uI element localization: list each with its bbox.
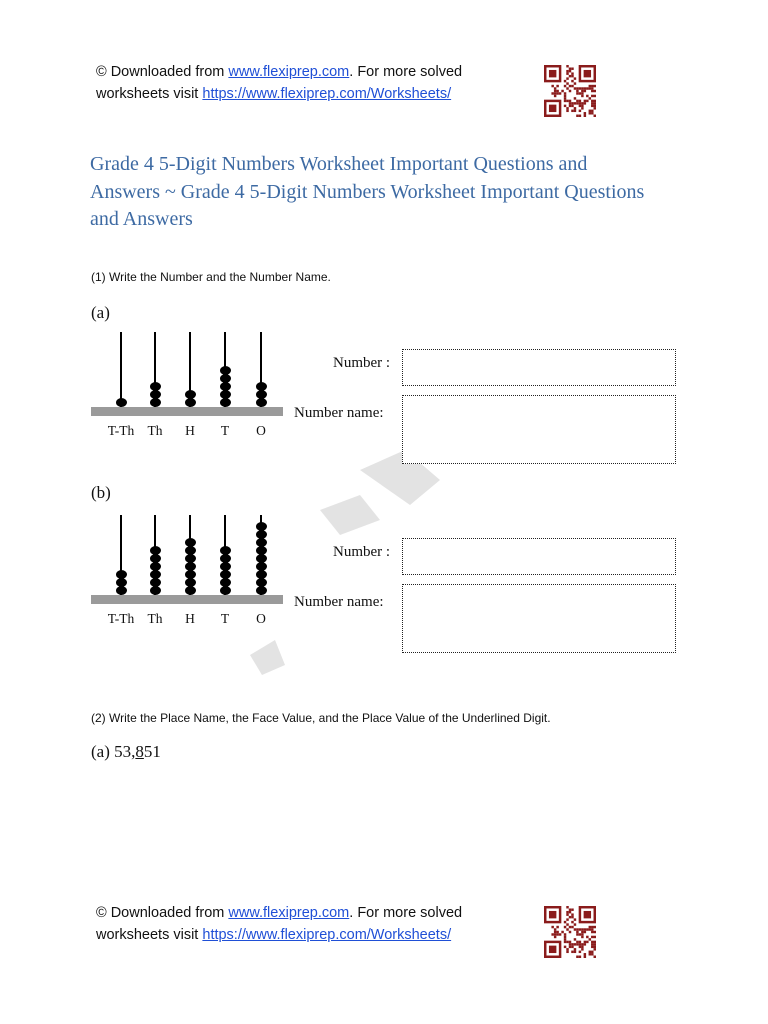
abacus-bead bbox=[256, 562, 267, 571]
number-label-b: Number : bbox=[333, 544, 391, 560]
abacus-bead bbox=[116, 570, 127, 579]
abacus-bead bbox=[150, 570, 161, 579]
place-label-th: Th bbox=[147, 611, 163, 626]
header-mid: . For more solved bbox=[349, 64, 463, 80]
number-label-a: Number : bbox=[333, 355, 391, 371]
abacus-bead bbox=[256, 578, 267, 587]
abacus-bead bbox=[220, 390, 231, 399]
abacus-bead bbox=[185, 578, 196, 587]
part-a-label-q2: (a) bbox=[91, 742, 115, 761]
abacus-bead bbox=[185, 538, 196, 547]
abacus-bead bbox=[185, 554, 196, 563]
place-label-t: T bbox=[220, 423, 230, 438]
number-name-field-a[interactable] bbox=[402, 395, 676, 464]
abacus-base bbox=[91, 595, 283, 604]
abacus-bead bbox=[256, 538, 267, 547]
abacus-bead bbox=[256, 570, 267, 579]
abacus-bead bbox=[220, 562, 231, 571]
footer-prefix: © Downloaded from bbox=[96, 905, 229, 921]
abacus-bead bbox=[256, 382, 267, 391]
header-site-link[interactable]: www.flexiprep.com bbox=[228, 64, 350, 80]
abacus-bead bbox=[150, 546, 161, 555]
abacus-bead bbox=[185, 570, 196, 579]
number-name-field-b[interactable] bbox=[402, 584, 676, 653]
abacus-bead bbox=[256, 546, 267, 555]
abacus-bead bbox=[256, 398, 267, 407]
page-title: Grade 4 5-Digit Numbers Worksheet Important Questions and Answers ~ Grade 4 5-Digit Numbers Worksheet Important Questions and Answers bbox=[90, 153, 645, 230]
place-label-th: Th bbox=[147, 423, 163, 438]
number-before: 53, bbox=[114, 742, 136, 761]
abacus-bead bbox=[220, 554, 231, 563]
abacus-bead bbox=[150, 586, 161, 595]
abacus-a bbox=[91, 330, 283, 445]
footer-line2-prefix: worksheets visit bbox=[96, 927, 203, 943]
footer-site-link[interactable]: www.flexiprep.com bbox=[228, 905, 350, 921]
abacus-bead bbox=[220, 578, 231, 587]
header-prefix: © Downloaded from bbox=[96, 64, 229, 80]
footer-note bbox=[96, 902, 536, 946]
place-label-o: O bbox=[256, 611, 266, 626]
header-worksheets-link[interactable]: https://www.flexiprep.com/Worksheets/ bbox=[202, 86, 452, 102]
place-label-t: T bbox=[220, 611, 230, 626]
number-name-label-b: Number name: bbox=[294, 594, 384, 610]
place-label-t-th: T-Th bbox=[107, 423, 135, 438]
question-2-part-a bbox=[91, 742, 161, 762]
abacus-bead bbox=[220, 374, 231, 383]
abacus-bead bbox=[220, 570, 231, 579]
place-label-o: O bbox=[256, 423, 266, 438]
abacus-bead bbox=[256, 522, 267, 531]
header-note bbox=[96, 61, 536, 105]
number-field-a[interactable] bbox=[402, 349, 676, 386]
question-1-instruction: (1) Write the Number and the Number Name. bbox=[91, 270, 331, 284]
abacus-base bbox=[91, 407, 283, 416]
abacus-rod-t-th bbox=[120, 332, 122, 407]
place-label-h: H bbox=[185, 423, 195, 438]
part-b-label: (b) bbox=[91, 483, 111, 502]
abacus-bead bbox=[220, 398, 231, 407]
number-field-b[interactable] bbox=[402, 538, 676, 575]
footer-worksheets-link[interactable]: https://www.flexiprep.com/Worksheets/ bbox=[202, 927, 452, 943]
abacus-bead bbox=[220, 382, 231, 391]
abacus-bead bbox=[256, 554, 267, 563]
number-after: 51 bbox=[143, 742, 161, 761]
header-line2-prefix: worksheets visit bbox=[96, 86, 203, 102]
place-label-t-th: T-Th bbox=[107, 611, 135, 626]
abacus-bead bbox=[116, 586, 127, 595]
place-label-h: H bbox=[185, 611, 195, 626]
abacus-bead bbox=[256, 586, 267, 595]
question-2-instruction: (2) Write the Place Name, the Face Value, and the Place Value of the Underlined Digit. bbox=[91, 711, 551, 725]
abacus-b bbox=[91, 513, 283, 633]
abacus-bead bbox=[150, 554, 161, 563]
abacus-bead bbox=[185, 390, 196, 399]
abacus-bead bbox=[185, 398, 196, 407]
qr-code-icon[interactable] bbox=[544, 906, 596, 958]
abacus-bead bbox=[220, 586, 231, 595]
abacus-bead bbox=[220, 546, 231, 555]
abacus-bead bbox=[150, 398, 161, 407]
qr-code-icon[interactable] bbox=[544, 65, 596, 117]
abacus-bead bbox=[150, 390, 161, 399]
abacus-bead bbox=[256, 390, 267, 399]
abacus-bead bbox=[116, 578, 127, 587]
footer-mid: . For more solved bbox=[349, 905, 463, 921]
abacus-bead bbox=[116, 398, 127, 407]
abacus-bead bbox=[185, 586, 196, 595]
abacus-bead bbox=[150, 562, 161, 571]
abacus-bead bbox=[150, 578, 161, 587]
abacus-bead bbox=[256, 530, 267, 539]
abacus-bead bbox=[150, 382, 161, 391]
number-name-label-a: Number name: bbox=[294, 405, 384, 421]
abacus-bead bbox=[185, 562, 196, 571]
underlined-digit: 8 bbox=[135, 742, 144, 761]
part-a-label: (a) bbox=[91, 303, 110, 322]
abacus-bead bbox=[220, 366, 231, 375]
abacus-bead bbox=[185, 546, 196, 555]
